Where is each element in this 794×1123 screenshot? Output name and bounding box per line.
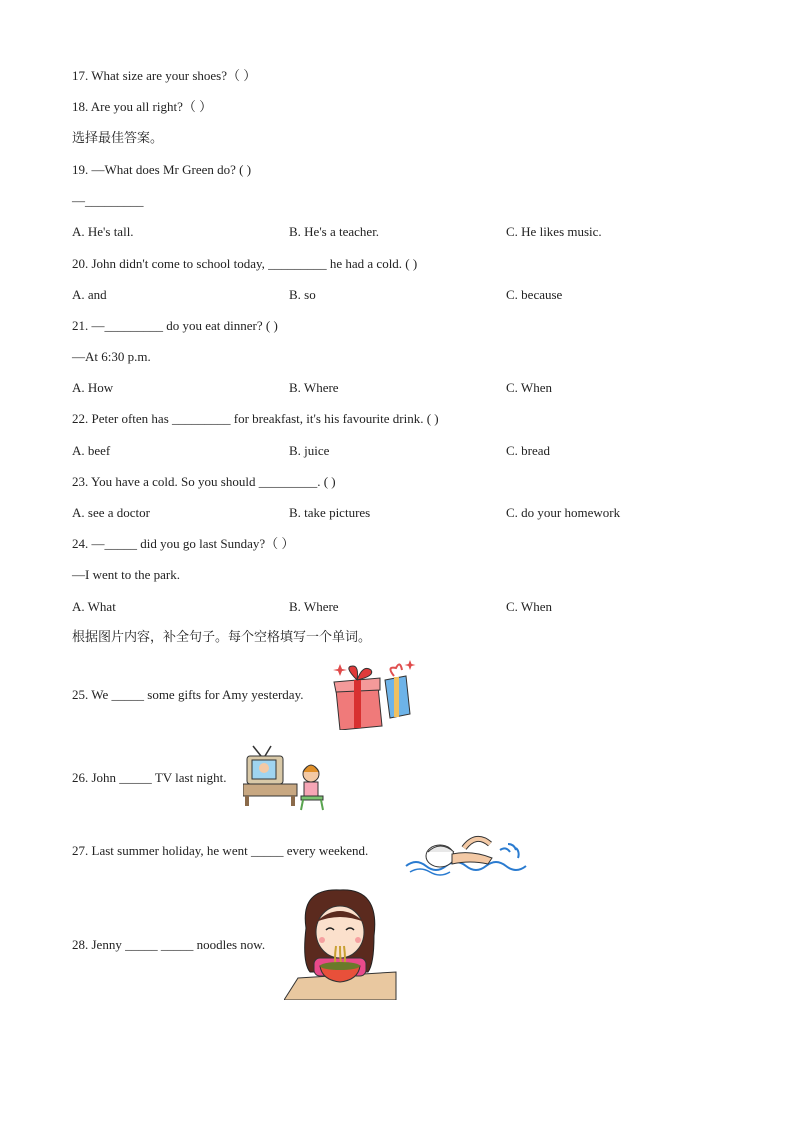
- q23-option-b: B. take pictures: [289, 505, 371, 520]
- question-20: 20. John didn't come to school today, _________ he had a cold. ( ): [72, 256, 418, 271]
- q19-option-c: C. He likes music.: [506, 224, 602, 239]
- gift-boxes-icon: [330, 658, 420, 730]
- watching-tv-icon: [243, 744, 331, 812]
- question-27: 27. Last summer holiday, he went _____ every weekend.: [72, 843, 369, 858]
- q21-option-c: C. When: [506, 380, 552, 395]
- question-19: 19. —What does Mr Green do? ( ): [72, 162, 252, 177]
- girl-eating-noodles-icon: [284, 888, 398, 1000]
- question-22: 22. Peter often has _________ for breakfast, it's his favourite drink. ( ): [72, 411, 439, 426]
- q21-option-b: B. Where: [289, 380, 339, 395]
- q24-option-b: B. Where: [289, 599, 339, 614]
- question-18: 18. Are you all right?（ ）: [72, 99, 213, 114]
- q24-option-c: C. When: [506, 599, 552, 614]
- question-24: 24. —_____ did you go last Sunday?（ ）: [72, 536, 295, 551]
- q22-option-b: B. juice: [289, 443, 330, 458]
- question-23: 23. You have a cold. So you should _________. ( ): [72, 474, 336, 489]
- question-28: 28. Jenny _____ _____ noodles now.: [72, 937, 266, 952]
- question-19-answer-line: —_________: [72, 193, 144, 208]
- section-heading-picture: 根据图片内容，补全句子。每个空格填写一个单词。: [72, 630, 372, 645]
- question-25: 25. We _____ some gifts for Amy yesterday.: [72, 687, 304, 702]
- q23-option-a: A. see a doctor: [72, 505, 150, 520]
- question-17: 17. What size are your shoes?（ ）: [72, 68, 257, 83]
- question-24-answer-line: —I went to the park.: [72, 567, 180, 582]
- question-21: 21. —_________ do you eat dinner? ( ): [72, 318, 278, 333]
- q20-option-b: B. so: [289, 287, 316, 302]
- section-heading-choose: 选择最佳答案。: [72, 131, 164, 146]
- question-26: 26. John _____ TV last night.: [72, 770, 227, 785]
- q19-option-a: A. He's tall.: [72, 224, 134, 239]
- q23-option-c: C. do your homework: [506, 505, 621, 520]
- q22-option-c: C. bread: [506, 443, 551, 458]
- q20-option-a: A. and: [72, 287, 107, 302]
- q21-option-a: A. How: [72, 380, 114, 395]
- swimming-icon: [404, 834, 528, 878]
- q20-option-c: C. because: [506, 287, 563, 302]
- q24-option-a: A. What: [72, 599, 116, 614]
- q19-option-b: B. He's a teacher.: [289, 224, 380, 239]
- q22-option-a: A. beef: [72, 443, 111, 458]
- question-21-answer-line: —At 6:30 p.m.: [72, 349, 151, 364]
